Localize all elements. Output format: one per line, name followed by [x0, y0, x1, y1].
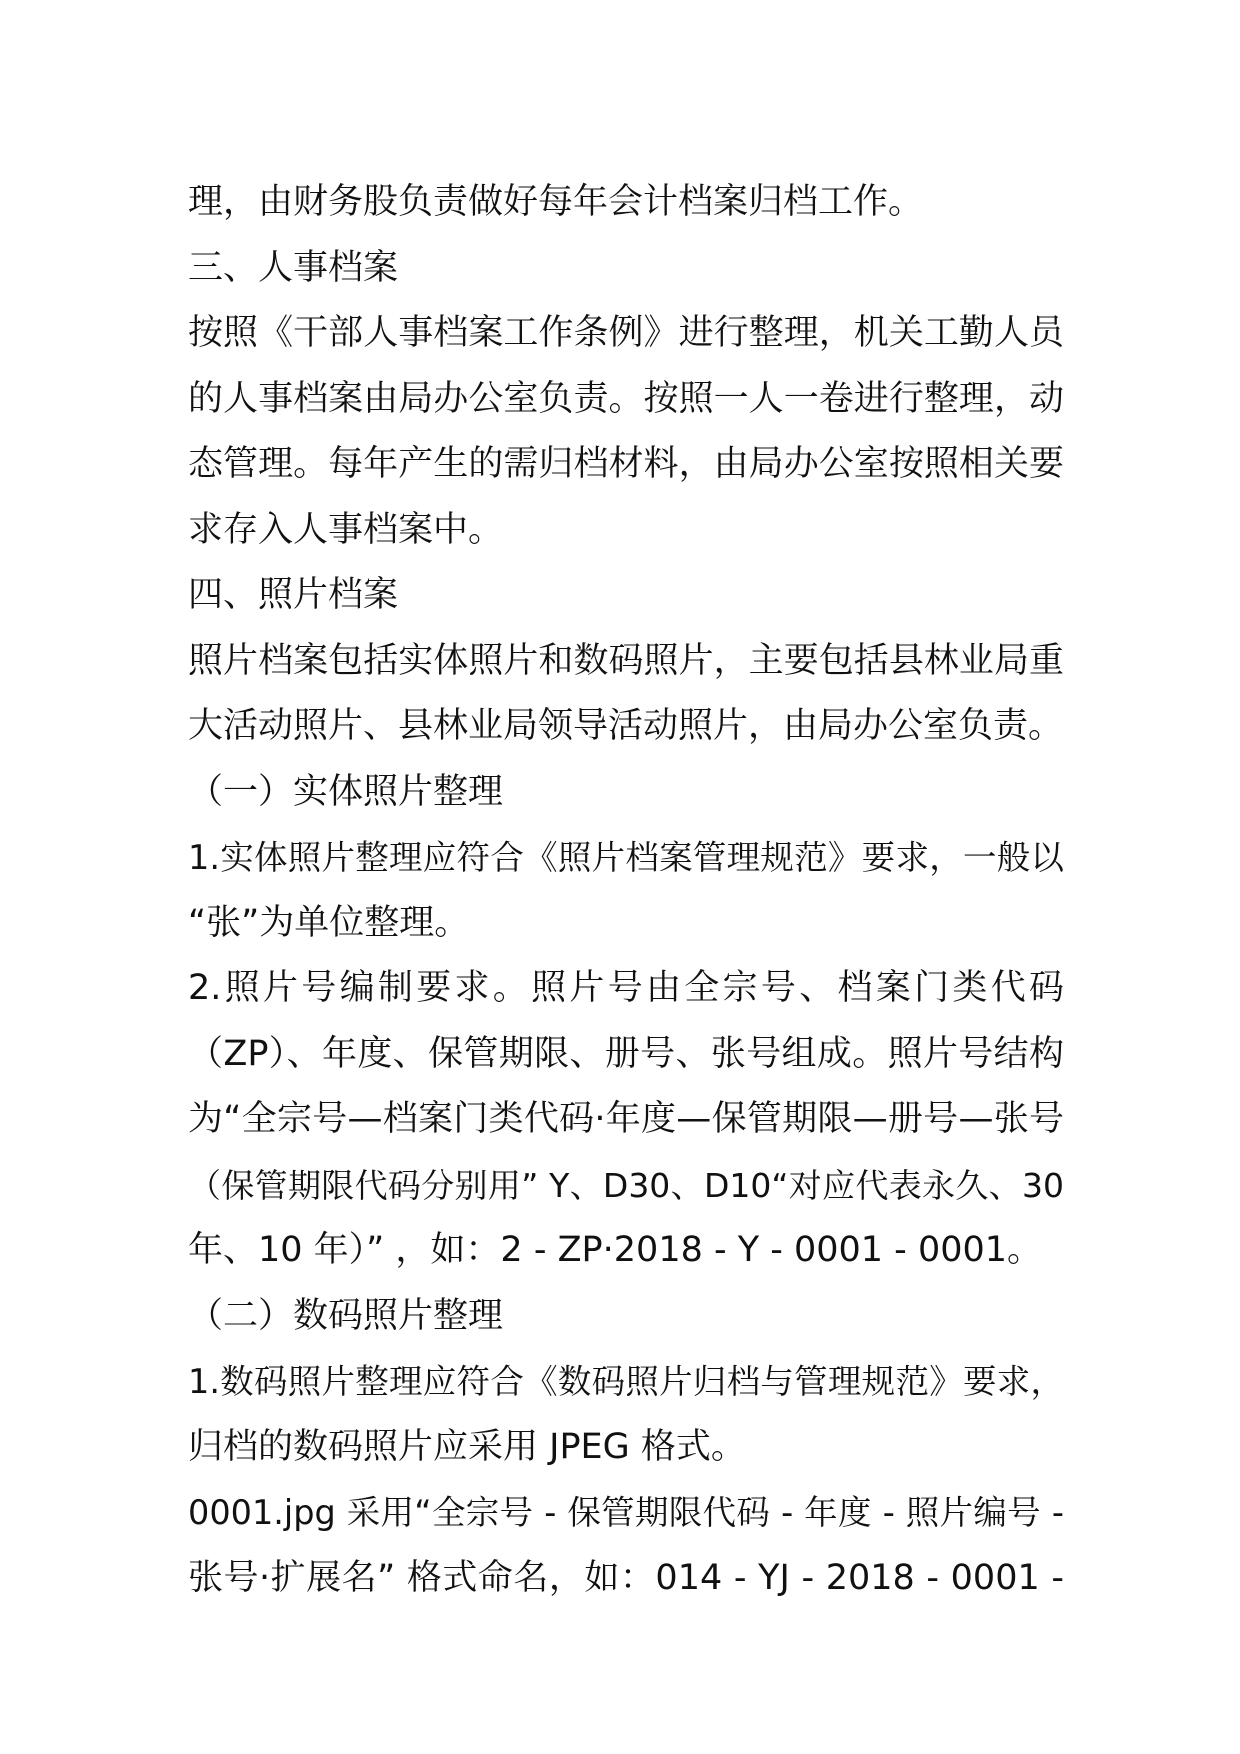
text-line-4: 的人事档案由局办公室负责。按照一人一卷进行整理，动	[188, 378, 1064, 419]
text-line-22: 张号·扩展名” 格式命名，如：014 - YJ - 2018 - 0001 -	[188, 1557, 1064, 1598]
text-line-5: 态管理。每年产生的需归档材料，由局办公室按照相关要	[188, 444, 1064, 484]
text-line-12: “张”为单位整理。	[188, 902, 470, 943]
text-line-14: （ZP）、年度、保管期限、册号、张号组成。照片号结构	[188, 1033, 1064, 1074]
document-page	[188, 170, 1064, 1611]
text-line-6: 求存入人事档案中。	[188, 509, 504, 550]
text-line-11: 1.实体照片整理应符合《照片档案管理规范》要求，一般以	[188, 838, 1064, 877]
text-line-20: 归档的数码照片应采用 JPEG 格式。	[188, 1426, 746, 1467]
text-line-1: 理，由财务股负责做好每年会计档案归档工作。	[188, 182, 924, 222]
section-heading-photo-archives: 四、照片档案	[188, 575, 399, 615]
section-heading-personnel-archives: 三、人事档案	[188, 247, 399, 288]
text-line-15: 为“全宗号—档案门类代码·年度—保管期限—册号—张号	[188, 1099, 1064, 1139]
text-line-19: 1.数码照片整理应符合《数码照片归档与管理规范》要求，	[188, 1362, 1064, 1401]
text-line-16: （保管期限代码分别用” Y、D30、D10“对应代表永久、30	[188, 1165, 1064, 1205]
text-line-9: 大活动照片、县林业局领导活动照片，由局办公室负责。	[188, 706, 1064, 746]
text-line-3: 按照《干部人事档案工作条例》进行整理，机关工勤人员	[188, 313, 1064, 353]
subheading-digital-photos: （二）数码照片整理	[188, 1295, 504, 1336]
subheading-physical-photos: （一）实体照片整理	[188, 771, 504, 812]
text-line-13: 2.照片号编制要求。照片号由全宗号、档案门类代码	[188, 968, 1064, 1008]
text-line-21: 0001.jpg 采用“全宗号 - 保管期限代码 - 年度 - 照片编号 -	[188, 1493, 1064, 1532]
text-line-17: 年、10 年）” ，如：2 - ZP·2018 - Y - 0001 - 0001。	[188, 1230, 1043, 1270]
text-line-8: 照片档案包括实体照片和数码照片，主要包括县林业局重	[188, 640, 1064, 681]
